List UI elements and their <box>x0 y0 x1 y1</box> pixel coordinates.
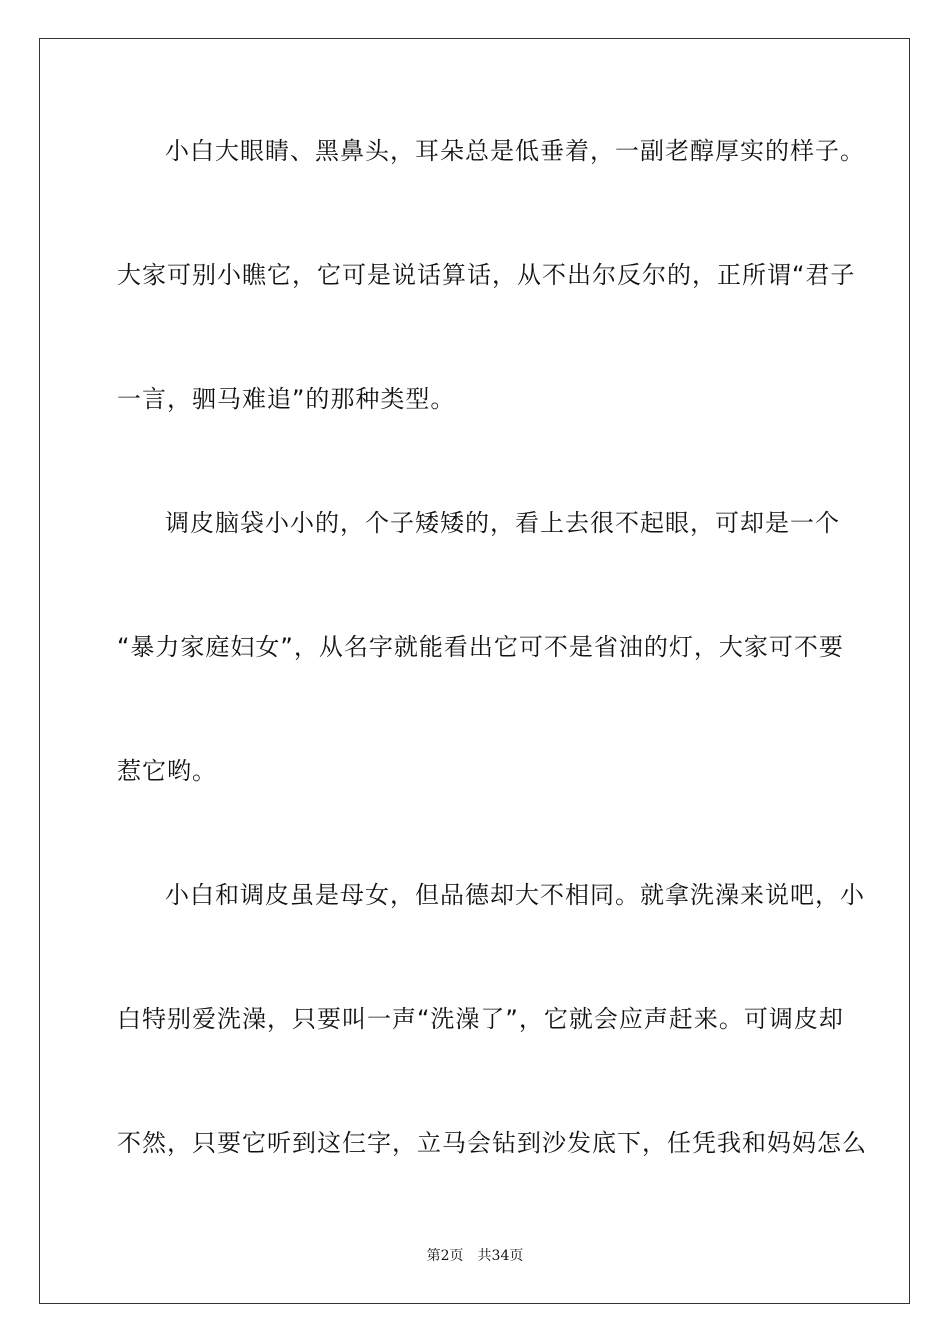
paragraph-2-line-3: 惹它哟。 <box>117 757 217 785</box>
paragraph-3-line-2: 白特别爱洗澡，只要叫一声“洗澡了”，它就会应声赶来。可调皮却 <box>117 1005 844 1033</box>
paragraph-2-line-1: 调皮脑袋小小的，个子矮矮的，看上去很不起眼，可却是一个 <box>165 509 840 537</box>
paragraph-1-line-2: 大家可别小瞧它，它可是说话算话，从不出尔反尔的，正所谓“君子 <box>117 261 856 289</box>
page-total: 共34页 <box>477 1248 524 1264</box>
page-number: 第2页 <box>426 1248 464 1264</box>
paragraph-3-line-1: 小白和调皮虽是母女，但品德却大不相同。就拿洗澡来说吧，小 <box>165 881 865 909</box>
paragraph-1-line-3: 一言，驷马难追”的那种类型。 <box>117 385 456 413</box>
page-border <box>39 38 910 1304</box>
paragraph-3-line-3: 不然，只要它听到这仨字，立马会钻到沙发底下，任凭我和妈妈怎么 <box>117 1129 867 1157</box>
page-footer <box>0 1247 950 1265</box>
paragraph-1-line-1: 小白大眼睛、黑鼻头，耳朵总是低垂着，一副老醇厚实的样子。 <box>165 137 865 165</box>
paragraph-2-line-2: “暴力家庭妇女”，从名字就能看出它可不是省油的灯，大家可不要 <box>117 633 844 661</box>
